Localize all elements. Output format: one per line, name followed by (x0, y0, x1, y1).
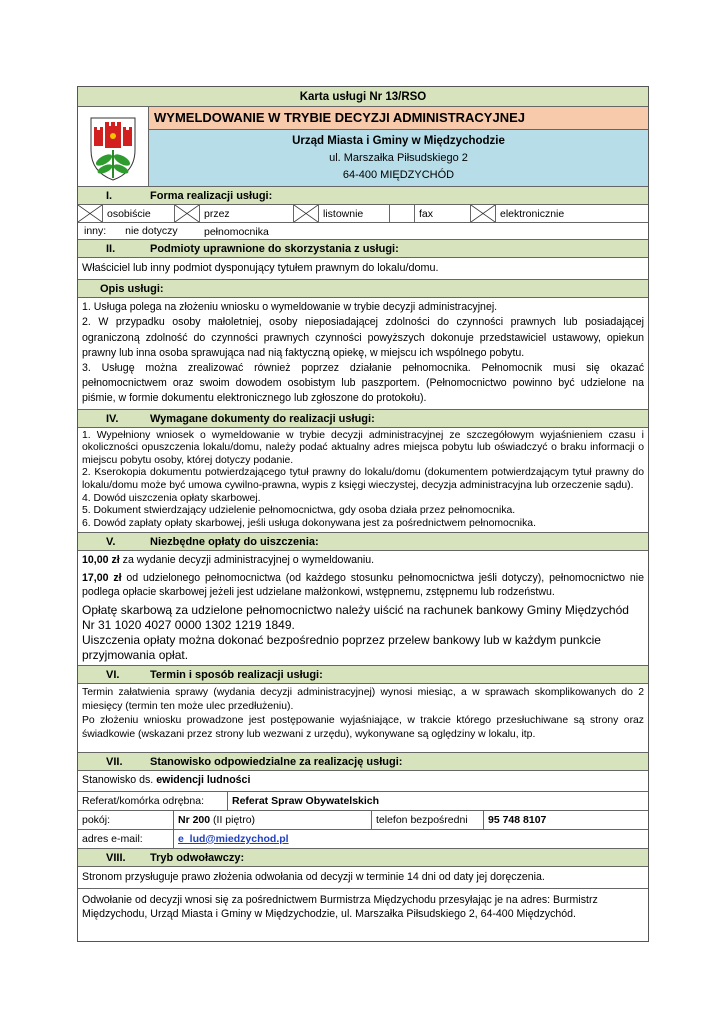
section-8-number: VIII. (106, 851, 126, 864)
description-item: 3. Usługę można zrealizować również poprzez działanie pełnomocnika. Pełnomocnik musi się okazać pełnomocnictwem oraz swoim dowodem osobistym lub paszportem. (Pełnomocnictwo powinno być udzielone na piśmie, w formie dokumentu elektronicznego lub zgłoszone do protokołu). (82, 362, 644, 405)
payment-method-text: Uiszczenia opłaty można dokonać bezpośrednio poprzez przelew bankowy lub w każdym punkcie przyjmowania opłat. (82, 633, 601, 663)
section-8-title: Tryb odwoławczy: (150, 851, 245, 864)
option-label: osobiście (103, 205, 175, 222)
section-2-title: Podmioty uprawnione do skorzystania z usługi: (150, 243, 399, 255)
section-1-header (78, 187, 648, 205)
deadline-text: Termin załatwienia sprawy (wydania decyzji administracyjnej) wynosi miesiąc, a w sprawach skomplikowanych do 2 miesięcy (termin ten może ulec przedłużeniu). (82, 687, 644, 713)
phone-label: telefon bezpośredni (372, 811, 484, 829)
checkbox-osobiscie[interactable] (78, 205, 103, 222)
card-title: Karta usługi Nr 13/RSO (78, 87, 648, 107)
document-item: 4. Dowód uiszczenia opłaty skarbowej. (82, 492, 261, 504)
section-4-header (78, 410, 648, 428)
document-item: 2. Kserokopia dokumentu potwierdzającego tytuł prawny do lokalu/domu (dokumentem potwierdzającym tytuł prawny do lokalu/domu może być umowa cywilno-prawna, wypis z księgi wieczystej, decyzja administracyjna lub orzeczenie sądu). (82, 467, 644, 491)
section-4-number: IV. (106, 412, 119, 425)
section-1-number: I. (106, 190, 113, 202)
section-4-title: Wymagane dokumenty do realizacji usługi: (150, 412, 375, 425)
option-label: elektronicznie (500, 208, 565, 220)
option-label: listownie (319, 205, 390, 222)
office-street: ul. Marszałka Piłsudskiego 2 (329, 152, 468, 164)
room-phone-row (78, 811, 648, 830)
appeal-procedure-text: Odwołanie od decyzji wnosi się za pośrednictwem Burmistrza Międzychodu przesyłając je na adres: Burmistrz Międzychodu, Urząd Miasta i Gminy w Międzychodzie, ul. Marszałka Piłsudskiego 2, 64-400 Międzychód. (82, 893, 598, 920)
description-item: 1. Usługa polega na złożeniu wniosku o wymeldowanie w trybie decyzji administracyjnej. (82, 301, 498, 314)
other-form-row (78, 223, 648, 240)
section-6-title: Termin i sposób realizacji usługi: (150, 669, 323, 682)
fee-amount: 17,00 zł (82, 572, 122, 585)
document-item: 1. Wypełniony wniosek o wymeldowanie w trybie decyzji administracyjnej ze szczegółowym wyjaśnieniem czasu i okoliczności opuszczenia lokalu/domu, należy podać aktualny adres miejsca pobytu lub oświadczyć o braku informacji o miejscu pobytu osoby, której dotyczy podanie. (82, 429, 644, 466)
room-label: pokój: (78, 811, 174, 829)
section-7-title: Stanowisko odpowiedzialne za realizację usługi: (150, 756, 403, 769)
position-label: Stanowisko ds. (82, 774, 157, 787)
section-5-title: Niezbędne opłaty do uiszczenia: (150, 536, 319, 549)
checkbox-fax[interactable] (390, 205, 415, 222)
fee-amount: 10,00 zł (82, 554, 120, 567)
section-4-body (78, 428, 648, 534)
bank-account-text: Opłatę skarbową za udzielone pełnomocnictwo należy uiścić na rachunek bankowy Gminy Międzychód Nr 31 1020 4027 0000 1302 1219 1849. (82, 603, 629, 633)
section-7-header (78, 753, 648, 771)
service-name: WYMELDOWANIE W TRYBIE DECYZJI ADMINISTRACYJNEJ (149, 107, 648, 130)
unit-label: Referat/komórka odrębna: (78, 792, 228, 810)
section-3-header (78, 280, 648, 298)
fee-description: od udzielonego pełnomocnictwa (od każdego stosunku pełnomocnictwa jeśli dotyczy), pełnomocnictwo nie podlega opłacie skarbowej jeżeli jest udzielane małżonkowi, wstępnemu, zstępnemu lub rodzeństwu. (82, 572, 644, 599)
room-floor: (II piętro) (210, 813, 256, 826)
unit-value: Referat Spraw Obywatelskich (232, 794, 380, 807)
section-5-body (78, 551, 648, 666)
option-label: przez pełnomocnika (200, 205, 294, 222)
other-form-value: nie dotyczy (125, 225, 178, 237)
office-address (149, 130, 648, 186)
office-name: Urząd Miasta i Gminy w Międzychodzie (292, 135, 505, 147)
checkbox-elektronicznie[interactable] (471, 205, 496, 222)
service-card (77, 86, 649, 942)
section-3-body (78, 298, 648, 409)
document-item: 6. Dowód zapłaty opłaty skarbowej, jeśli usługa dokonywana jest za pośrednictwem pełnomocnika. (82, 517, 536, 529)
section-3-title: Opis usługi: (100, 283, 164, 296)
position-value: ewidencji ludności (156, 774, 251, 787)
option-label: fax (415, 205, 471, 222)
unit-row (78, 792, 648, 811)
checkbox-przez-pelnomocnika[interactable] (175, 205, 200, 222)
section-6-number: VI. (106, 669, 120, 682)
office-city: 64-400 MIĘDZYCHÓD (342, 169, 455, 181)
section-2-text: Właściciel lub inny podmiot dysponujący tytułem prawnym do lokalu/domu. (78, 258, 648, 280)
email-row (78, 830, 648, 849)
section-6-header (78, 666, 648, 684)
section-2-header (78, 240, 648, 258)
section-6-body (78, 684, 648, 753)
appeal-right-text: Stronom przysługuje prawo złożenia odwołania od decyzji w terminie 14 dni od daty jej doręczenia. (78, 867, 648, 889)
fee-description: za wydanie decyzji administracyjnej o wymeldowaniu. (119, 554, 375, 567)
section-2-number: II. (106, 243, 116, 255)
section-5-number: V. (106, 536, 116, 549)
section-5-header (78, 533, 648, 551)
position-row (78, 771, 648, 791)
coat-of-arms-logo (78, 107, 149, 186)
email-link[interactable]: e_lud@miedzychod.pl (178, 832, 289, 845)
phone-value: 95 748 8107 (488, 813, 547, 826)
other-form-label: inny: (84, 225, 107, 237)
header-block (78, 107, 648, 187)
section-8-header (78, 849, 648, 867)
email-label: adres e-mail: (78, 830, 174, 848)
checkbox-listownie[interactable] (294, 205, 319, 222)
description-item: 2. W przypadku osoby małoletniej, osoby nieposiadającej zdolności do czynności prawnych lub posiadającej ograniczoną zdolność do czynności prawnych czynności powyższych dokonuje przedstawiciel ustawowy, opiekun prawny lub inna osoba sprawująca nad nią faktyczną opiekę, w miejscu ich wspólnego pobytu. (82, 316, 644, 359)
procedure-text: Po złożeniu wniosku prowadzone jest postępowanie wyjaśniające, w trakcie którego przesłuchiwane są strony oraz świadkowie (wskazani przez strony lub wezwani z urzędu), wykonywane są oględziny w lokalu, itp. (82, 715, 644, 741)
room-value: Nr 200 (178, 813, 211, 826)
section-1-title: Forma realizacji usługi: (150, 190, 273, 202)
section-7-number: VII. (106, 756, 123, 769)
document-item: 5. Dokument stwierdzający udzielenie pełnomocnictwa, gdy osoba działa przez pełnomocnika. (82, 505, 516, 517)
